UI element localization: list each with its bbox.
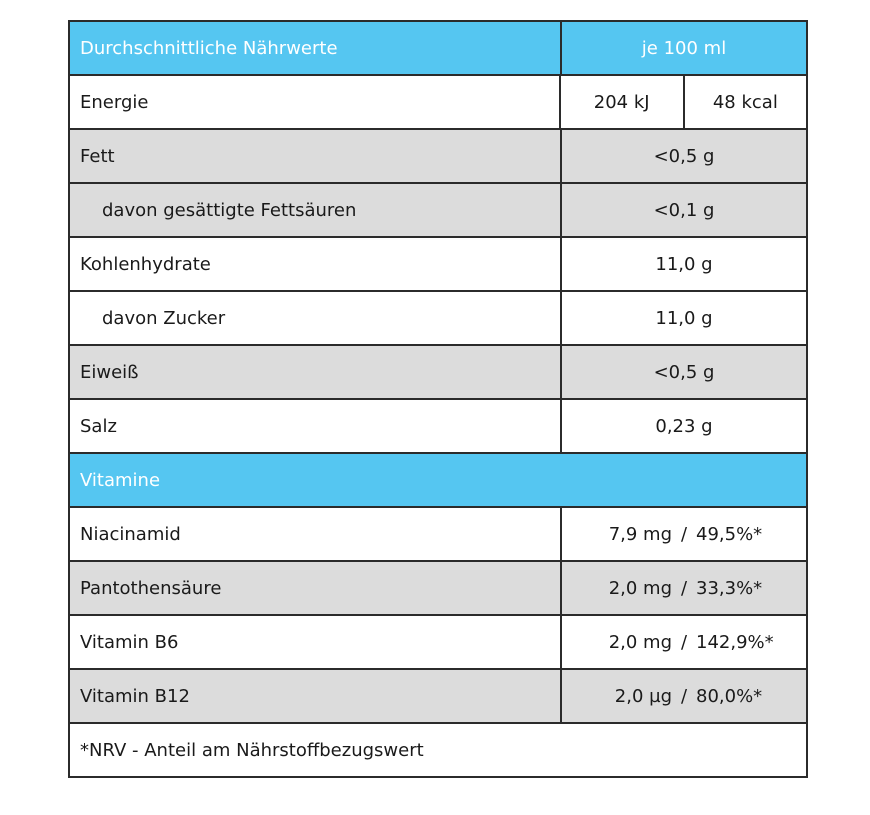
vitamin-row-niacinamid — [70, 506, 806, 560]
nutrient-row-fett — [70, 128, 806, 182]
energy-kj: 204 kJ — [561, 76, 685, 128]
nutrient-row-zucker — [70, 290, 806, 344]
nutrient-value: 11,0 g — [560, 238, 806, 290]
vitamin-label: Vitamin B6 — [80, 631, 179, 653]
header-per: je 100 ml — [560, 22, 806, 74]
vitamin-label: Vitamin B12 — [80, 685, 190, 707]
nutrient-row-kohlenhydrate — [70, 236, 806, 290]
vitamin-amount: 2,0 µg — [614, 685, 672, 707]
vitamin-separator: / — [680, 631, 688, 653]
vitamin-value — [560, 562, 806, 614]
nutrient-value: <0,5 g — [560, 346, 806, 398]
vitamin-amount: 2,0 mg — [608, 631, 672, 653]
vitamin-separator: / — [680, 685, 688, 707]
nutrient-row-eiweiss — [70, 344, 806, 398]
footnote: *NRV - Anteil am Nährstoffbezugswert — [80, 739, 424, 761]
vitamin-percent: 142,9%* — [696, 631, 774, 653]
vitamin-row-b6 — [70, 614, 806, 668]
nutrient-row-salz — [70, 398, 806, 452]
nutrient-row-gesaettigte-fettsaeuren — [70, 182, 806, 236]
vitamin-label: Pantothensäure — [80, 577, 222, 599]
vitamin-amount: 2,0 mg — [608, 577, 672, 599]
energy-kcal: 48 kcal — [712, 91, 778, 113]
nutrient-label: davon Zucker — [102, 307, 226, 329]
nutrient-value: 0,23 g — [560, 400, 806, 452]
vitamin-percent: 49,5%* — [696, 523, 763, 545]
vitamin-row-pantothensaeure — [70, 560, 806, 614]
nutrient-label: davon gesättigte Fettsäuren — [102, 199, 357, 221]
vitamin-value — [560, 508, 806, 560]
nutrient-label: Salz — [80, 415, 117, 437]
vitamin-value — [560, 616, 806, 668]
vitamin-row-b12 — [70, 668, 806, 722]
energy-values — [559, 76, 806, 128]
vitamin-value — [560, 670, 806, 722]
nutrient-label: Kohlenhydrate — [80, 253, 211, 275]
vitamin-label: Niacinamid — [80, 523, 181, 545]
table-header-row — [70, 22, 806, 74]
energy-label: Energie — [80, 91, 149, 113]
header-title: Durchschnittliche Nährwerte — [80, 37, 338, 59]
nutrition-table — [68, 20, 808, 778]
vitamin-amount: 7,9 mg — [608, 523, 672, 545]
vitamins-header: Vitamine — [80, 469, 161, 491]
vitamin-separator: / — [680, 523, 688, 545]
footnote-row — [70, 722, 806, 776]
nutrient-value: <0,1 g — [560, 184, 806, 236]
energy-row — [70, 74, 806, 128]
vitamins-header-row — [70, 452, 806, 506]
nutrient-value: <0,5 g — [560, 130, 806, 182]
vitamin-separator: / — [680, 577, 688, 599]
nutrient-value: 11,0 g — [560, 292, 806, 344]
nutrient-label: Eiweiß — [80, 361, 139, 383]
nutrient-label: Fett — [80, 145, 115, 167]
vitamin-percent: 80,0%* — [696, 685, 763, 707]
vitamin-percent: 33,3%* — [696, 577, 763, 599]
